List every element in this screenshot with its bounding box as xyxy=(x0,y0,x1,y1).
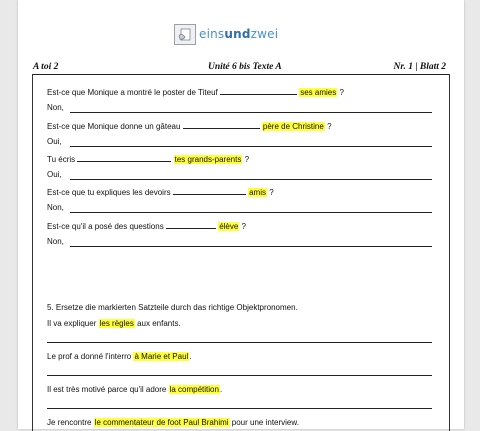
header-left: A toi 2 xyxy=(33,62,59,72)
sentence-row xyxy=(47,385,222,395)
answer-blank[interactable] xyxy=(77,153,171,162)
sentence-row xyxy=(47,418,299,428)
question-text: Est-ce que Monique a montré le poster de Titeuf xyxy=(47,88,218,97)
answer-prefix: Oui, xyxy=(47,170,62,179)
question-mark: ? xyxy=(269,188,274,197)
answer-line[interactable] xyxy=(70,179,432,180)
question-row xyxy=(47,153,249,165)
question-mark: ? xyxy=(244,155,250,164)
sentence-text: Il va expliquer xyxy=(47,319,97,328)
header-right: Nr. 1 | Blatt 2 xyxy=(393,62,446,72)
sentence-text: pour une interview. xyxy=(231,418,299,427)
question-text: Tu écris xyxy=(47,155,76,164)
answer-blank[interactable] xyxy=(183,120,260,129)
question-row xyxy=(47,120,332,132)
answer-blank[interactable] xyxy=(220,86,297,95)
answer-line[interactable] xyxy=(47,375,432,376)
highlighted-phrase: à Marie et Paul xyxy=(134,352,189,361)
answer-line[interactable] xyxy=(70,112,432,113)
question-row xyxy=(47,86,344,98)
sentence-text: Il est très motivé parce qu'il adore xyxy=(47,385,167,394)
logo xyxy=(174,22,278,46)
answer-line[interactable] xyxy=(70,246,432,247)
answer-line[interactable] xyxy=(70,212,432,213)
highlighted-phrase: élève xyxy=(219,222,239,231)
sentence-text: aux enfants. xyxy=(137,319,181,328)
answer-line[interactable] xyxy=(47,408,432,409)
question-mark: ? xyxy=(339,88,344,97)
logo-text: einsundzwei xyxy=(199,27,279,41)
question-text: Est-ce que Monique donne un gâteau xyxy=(47,122,181,131)
highlighted-phrase: la compétition xyxy=(169,385,219,394)
highlighted-phrase: les règles xyxy=(99,319,134,328)
answer-blank[interactable] xyxy=(173,186,246,195)
answer-prefix: Oui, xyxy=(47,137,62,146)
highlighted-phrase: ses amies xyxy=(300,88,337,97)
sentence-text: Je rencontre xyxy=(47,418,92,427)
highlighted-phrase: amis xyxy=(249,188,266,197)
question-row xyxy=(47,220,246,232)
worksheet-page xyxy=(18,0,464,429)
sentence-text: . xyxy=(189,352,192,361)
sentence-text: . xyxy=(219,385,223,394)
sentence-row xyxy=(47,352,192,362)
question-row xyxy=(47,186,274,198)
question-mark: ? xyxy=(327,122,332,131)
answer-line[interactable] xyxy=(47,342,432,343)
hand-paper-icon xyxy=(174,24,196,45)
question-text: Est-ce que tu expliques les devoirs xyxy=(47,188,171,197)
highlighted-phrase: père de Christine xyxy=(262,122,324,131)
question-mark: ? xyxy=(241,222,246,231)
answer-blank[interactable] xyxy=(166,220,216,229)
answer-prefix: Non, xyxy=(47,103,64,112)
answer-prefix: Non, xyxy=(47,237,64,246)
answer-line[interactable] xyxy=(70,146,432,147)
header-center: Unité 6 bis Texte A xyxy=(208,62,282,72)
highlighted-phrase: le commentateur de foot Paul Brahimi xyxy=(94,418,229,427)
answer-prefix: Non, xyxy=(47,203,64,212)
exercise-instruction: 5. Ersetze die markierten Satzteile durch das richtige Objektpronomen. xyxy=(47,303,298,312)
sentence-text: Le prof a donné l'interro xyxy=(47,352,132,361)
question-text: Est-ce qu'il a posé des questions xyxy=(47,222,164,231)
sentence-row xyxy=(47,319,181,329)
highlighted-phrase: tes grands-parents xyxy=(174,155,242,164)
